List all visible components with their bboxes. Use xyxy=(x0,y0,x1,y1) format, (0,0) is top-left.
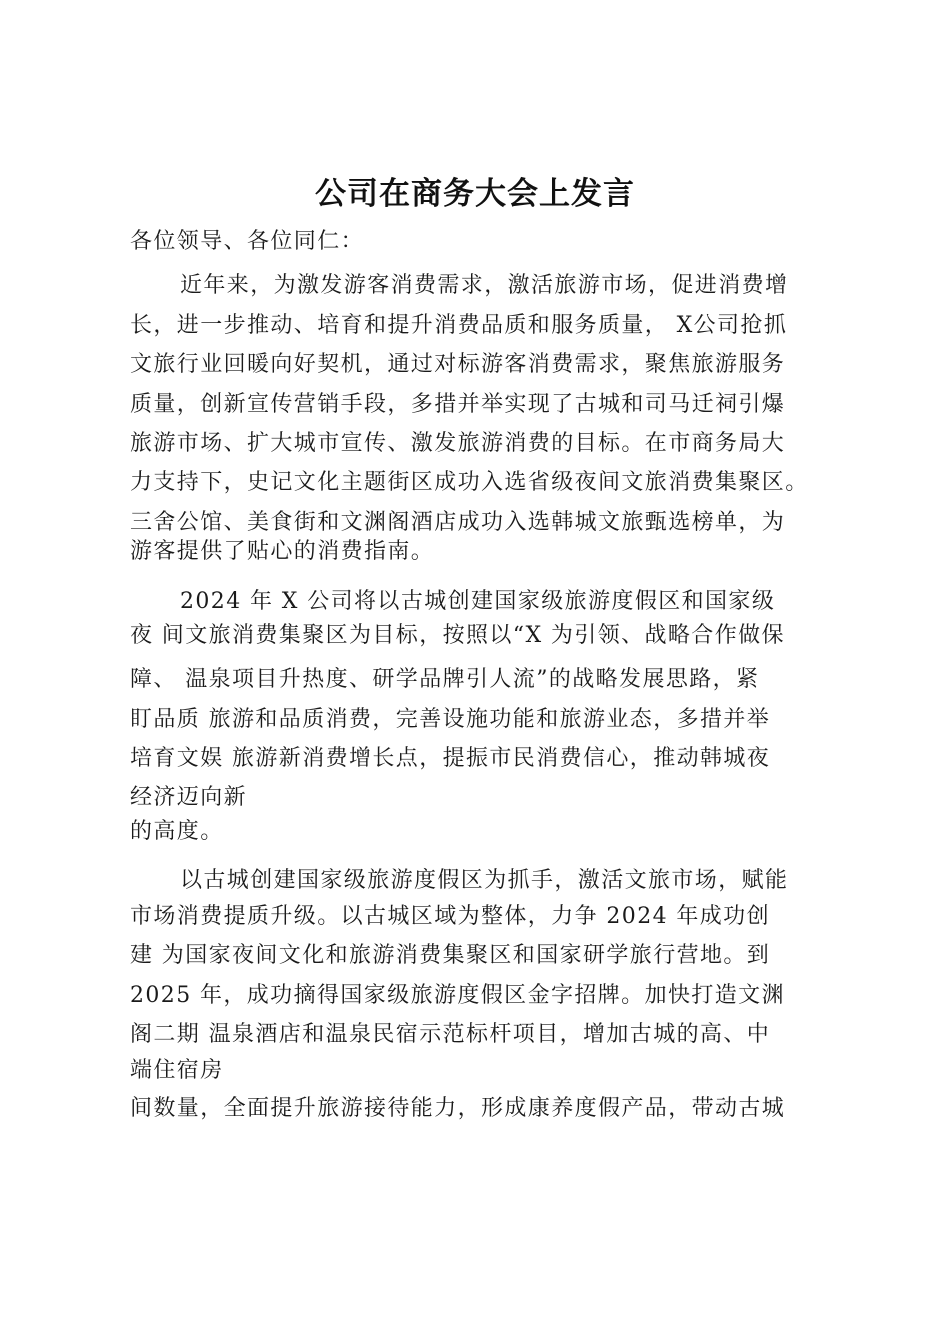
paragraph2-line: 2024 年 X 公司将以古城创建国家级旅游度假区和国家级 xyxy=(180,589,776,614)
paragraph2-line: 障、 温泉项目升热度、研学品牌引人流”的战略发展思路，紧 xyxy=(130,667,760,692)
document-title: 公司在商务大会上发言 xyxy=(315,176,635,212)
paragraph2-line: 经济迈向新 xyxy=(130,785,248,810)
paragraph3-line: 以古城创建国家级旅游度假区为抓手，激活文旅市场，赋能 xyxy=(180,868,789,893)
paragraph3-line: 阁二期 温泉酒店和温泉民宿示范标杆项目，增加古城的高、中 xyxy=(130,1022,771,1047)
paragraph2-line: 培育文娱 旅游新消费增长点，提振市民消费信心，推动韩城夜 xyxy=(130,746,771,771)
paragraph1-line: 长，进一步推动、培育和提升消费品质和服务质量， X公司抢抓 xyxy=(130,313,788,338)
salutation: 各位领导、各位同仁： xyxy=(130,229,365,254)
paragraph1-line: 旅游市场、扩大城市宣传、激发旅游消费的目标。在市商务局大 xyxy=(130,431,786,456)
paragraph3-line: 市场消费提质升级。以古城区域为整体，力争 2024 年成功创 xyxy=(130,904,770,929)
paragraph1-line: 质量，创新宣传营销手段，多措并举实现了古城和司马迁祠引爆 xyxy=(130,392,786,417)
paragraph2-line: 盯品质 旅游和品质消费，完善设施功能和旅游业态，多措并举 xyxy=(130,707,771,732)
paragraph3-line: 间数量，全面提升旅游接待能力，形成康养度假产品，带动古城 xyxy=(130,1096,786,1121)
paragraph3-line: 建 为国家夜间文化和旅游消费集聚区和国家研学旅行营地。到 xyxy=(130,943,771,968)
paragraph1-line: 三舍公馆、美食街和文渊阁酒店成功入选韩城文旅甄选榜单，为 xyxy=(130,510,786,535)
paragraph1-line: 力支持下，史记文化主题街区成功入选省级夜间文旅消费集聚区。 xyxy=(130,470,809,495)
paragraph2-line: 夜 间文旅消费集聚区为目标，按照以“X 为引领、战略合作做保 xyxy=(130,623,785,648)
paragraph2-line: 的高度。 xyxy=(130,819,224,844)
paragraph3-line: 端住宿房 xyxy=(130,1058,224,1083)
paragraph3-line: 2025 年，成功摘得国家级旅游度假区金字招牌。加快打造文渊 xyxy=(130,983,785,1008)
paragraph1-line: 文旅行业回暖向好契机，通过对标游客消费需求，聚焦旅游服务 xyxy=(130,352,786,377)
paragraph1-line: 近年来，为激发游客消费需求，激活旅游市场，促进消费增 xyxy=(180,273,789,298)
paragraph1-line: 游客提供了贴心的消费指南。 xyxy=(130,539,435,564)
